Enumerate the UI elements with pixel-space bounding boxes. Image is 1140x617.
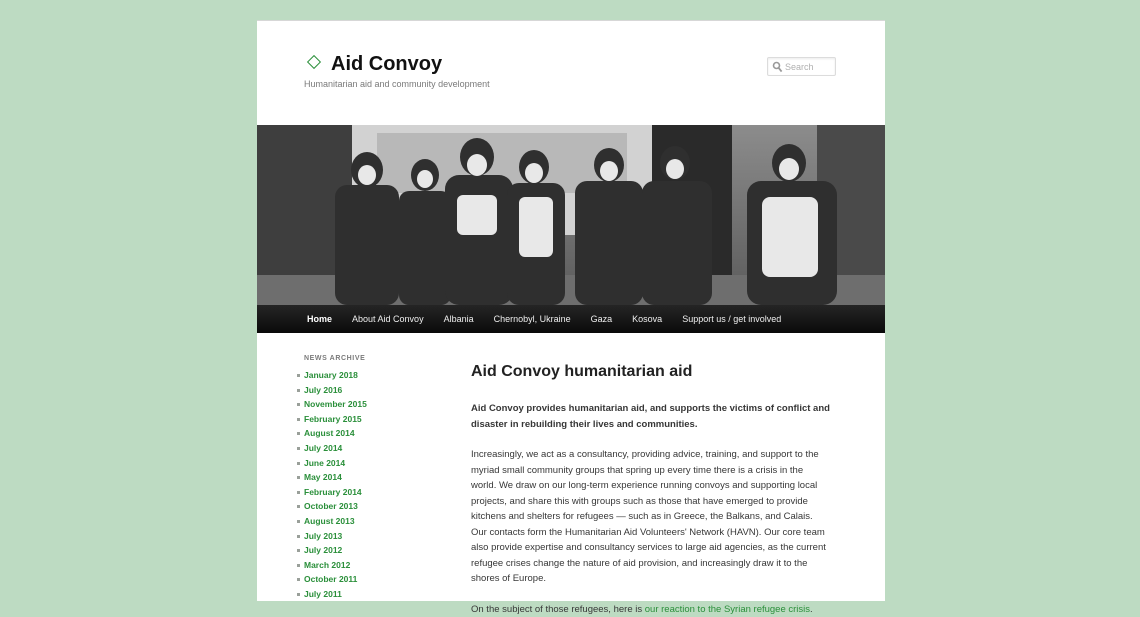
refugee-prefix: On the subject of those refugees, here is <box>471 604 645 615</box>
archive-item <box>304 456 454 471</box>
archive-link[interactable]: July 2016 <box>304 385 342 395</box>
archive-link[interactable]: November 2015 <box>304 399 367 409</box>
main-content <box>471 361 831 617</box>
header-photo-children <box>257 125 885 305</box>
lead-paragraph: Aid Convoy provides humanitarian aid, and supports the victims of conflict and disaster in rebuilding their lives and communities. <box>471 401 831 432</box>
refugee-suffix: . <box>810 604 813 615</box>
archive-link[interactable]: June 2014 <box>304 458 345 468</box>
archive-link[interactable]: July 2011 <box>304 589 342 599</box>
nav-item-about-aid-convoy[interactable]: About Aid Convoy <box>342 305 434 333</box>
archive-item <box>304 368 454 383</box>
archive-item <box>304 397 454 412</box>
archive-item <box>304 572 454 587</box>
archive-link[interactable]: July 2012 <box>304 545 342 555</box>
archive-item <box>304 499 454 514</box>
archive-link[interactable]: February 2015 <box>304 414 362 424</box>
news-archive-heading: NEWS ARCHIVE <box>304 355 454 362</box>
archive-item <box>304 412 454 427</box>
archive-item <box>304 441 454 456</box>
main-navigation <box>257 305 885 333</box>
archive-link[interactable]: January 2018 <box>304 370 358 380</box>
syrian-refugee-crisis-link[interactable]: our reaction to the Syrian refugee crisis <box>645 604 810 615</box>
archive-item <box>304 514 454 529</box>
archive-item <box>304 587 454 602</box>
nav-item-support-us[interactable]: Support us / get involved <box>672 305 791 333</box>
nav-item-chernobyl-ukraine[interactable]: Chernobyl, Ukraine <box>484 305 581 333</box>
page-title: Aid Convoy humanitarian aid <box>471 361 831 383</box>
archive-link[interactable]: October 2013 <box>304 501 358 511</box>
archive-link[interactable]: August 2014 <box>304 428 355 438</box>
sidebar <box>304 355 454 602</box>
site-title[interactable] <box>305 52 442 76</box>
site-header <box>257 21 885 125</box>
search-input[interactable] <box>785 60 833 73</box>
archive-item <box>304 543 454 558</box>
nav-item-home[interactable]: Home <box>297 305 342 333</box>
archive-link[interactable]: May 2014 <box>304 472 342 482</box>
archive-link[interactable]: August 2013 <box>304 516 355 526</box>
archive-item <box>304 470 454 485</box>
body-paragraph: Increasingly, we act as a consultancy, providing advice, training, and support to the myriad small community groups that spring up every time there is a crisis in the world. We draw on our long-term experience running convoys and supporting local projects, and share this with groups such as those that have emerged to provide kitchens and shelters for refugees — such as in Greece, the Balkans, and Calais. Our contacts form the Humanitarian Aid Volunteers' Network (HAVN). Our core team also provide expertise and consultancy services to large aid agencies, as the current refugee crises change the nature of aid provision, and increasingly draw it to the shores of Europe. <box>471 447 831 587</box>
archive-item <box>304 485 454 500</box>
archive-link[interactable]: July 2013 <box>304 531 342 541</box>
site-description: Humanitarian aid and community development <box>304 79 490 89</box>
archive-item <box>304 558 454 573</box>
refugee-paragraph <box>471 602 831 617</box>
site-title-text[interactable]: Aid Convoy <box>331 53 442 75</box>
search-icon <box>772 61 783 73</box>
nav-item-kosova[interactable]: Kosova <box>622 305 672 333</box>
archive-item <box>304 383 454 398</box>
search-box[interactable] <box>767 57 836 76</box>
nav-item-albania[interactable]: Albania <box>434 305 484 333</box>
archive-link[interactable]: March 2012 <box>304 560 350 570</box>
archive-item <box>304 426 454 441</box>
archive-item <box>304 529 454 544</box>
diamond-logo-icon <box>307 55 321 69</box>
page <box>257 20 885 601</box>
archive-link[interactable]: October 2011 <box>304 574 357 584</box>
archive-link[interactable]: February 2014 <box>304 487 362 497</box>
archive-list <box>304 368 454 602</box>
archive-link[interactable]: July 2014 <box>304 443 342 453</box>
nav-item-gaza[interactable]: Gaza <box>581 305 623 333</box>
